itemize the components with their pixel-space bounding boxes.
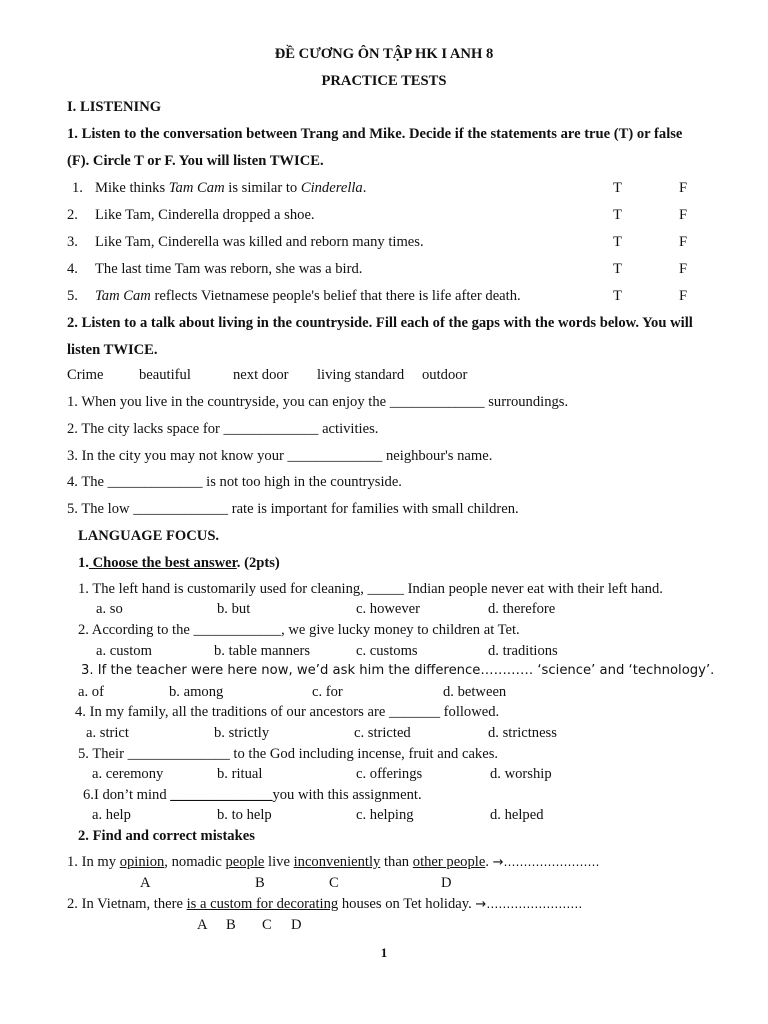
- tf-item-2-number: 2.: [67, 207, 78, 223]
- document-subtitle: PRACTICE TESTS: [321, 73, 447, 89]
- error-letter-c: C: [262, 917, 272, 933]
- mcq-q1-option-d[interactable]: d. therefore: [488, 601, 556, 617]
- tf-item-5-number: 5.: [67, 288, 78, 304]
- mcq-question-6: 6.I don’t mind ______________you with this assignment.: [83, 787, 422, 803]
- gap-fill-item: 4. The _____________ is not too high in the countryside.: [67, 474, 402, 490]
- tf-item-1-number: 1.: [72, 180, 83, 196]
- tf-item-2-true-option[interactable]: T: [613, 207, 622, 223]
- mcq-q2-option-d[interactable]: d. traditions: [488, 643, 558, 659]
- mcq-q5-option-a[interactable]: a. ceremony: [92, 766, 164, 782]
- error-correction-title: 2. Find and correct mistakes: [78, 828, 255, 844]
- mcq-q6-option-b[interactable]: b. to help: [217, 807, 272, 823]
- document-title: ĐỀ CƯƠNG ÔN TẬP HK I ANH 8: [274, 46, 494, 62]
- tf-item-1-true-option[interactable]: T: [613, 180, 622, 196]
- tf-item-3-statement: Like Tam, Cinderella was killed and reborn many times.: [95, 234, 424, 250]
- task2-instruction-line1: 2. Listen to a talk about living in the countryside. Fill each of the gaps with the words below. You will: [67, 315, 693, 331]
- gap-fill-item: 1. When you live in the countryside, you can enjoy the _____________ surroundings.: [67, 394, 569, 410]
- error-letter-d: D: [291, 917, 302, 933]
- mcq-q3-option-a[interactable]: a. of: [78, 684, 104, 700]
- word-bank-word: beautiful: [139, 367, 191, 383]
- tf-item-4-false-option[interactable]: F: [679, 261, 688, 277]
- mcq-q3-option-c[interactable]: c. for: [312, 684, 343, 700]
- task1-instruction-line2: (F). Circle T or F. You will listen TWICE.: [67, 153, 324, 169]
- mcq-question-4: 4. In my family, all the traditions of our ancestors are _______ followed.: [75, 704, 500, 720]
- mcq-q5-option-c[interactable]: c. offerings: [356, 766, 423, 782]
- error-letter-a: A: [140, 875, 151, 891]
- error-letter-b: B: [255, 875, 265, 891]
- mcq-q5-option-b[interactable]: b. ritual: [217, 766, 263, 782]
- tf-item-4-number: 4.: [67, 261, 78, 277]
- gap-fill-item: 2. The city lacks space for _____________ activities.: [67, 421, 379, 437]
- mcq-q4-option-d[interactable]: d. strictness: [488, 725, 557, 741]
- mcq-q3-option-b[interactable]: b. among: [169, 684, 224, 700]
- mcq-q2-option-c[interactable]: c. customs: [356, 643, 418, 659]
- mcq-q6-option-c[interactable]: c. helping: [356, 807, 414, 823]
- mcq-q3-option-d[interactable]: d. between: [443, 684, 507, 700]
- mcq-q1-option-b[interactable]: b. but: [217, 601, 251, 617]
- listening-heading: I. LISTENING: [67, 99, 162, 115]
- task2-instruction-line2: listen TWICE.: [67, 342, 158, 358]
- error-letter-a: A: [197, 917, 208, 933]
- mcq-q4-option-b[interactable]: b. strictly: [214, 725, 270, 741]
- word-bank-word: next door: [233, 367, 289, 383]
- tf-item-5-statement: Tam Cam reflects Vietnamese people's belief that there is life after death.: [95, 288, 521, 304]
- tf-item-5-false-option[interactable]: F: [679, 288, 688, 304]
- mcq-section-title: 1. Choose the best answer. (2pts): [78, 555, 280, 571]
- mcq-q4-option-c[interactable]: c. stricted: [354, 725, 411, 741]
- page-number: 1: [380, 945, 388, 960]
- tf-item-1-statement: Mike thinks Tam Cam is similar to Cinderella.: [95, 180, 367, 196]
- mcq-question-5: 5. Their ______________ to the God including incense, fruit and cakes.: [78, 746, 499, 762]
- tf-item-1-false-option[interactable]: F: [679, 180, 688, 196]
- word-bank-word: outdoor: [422, 367, 468, 383]
- mcq-question-3: 3. If the teacher were here now, we’d ask him the difference………… ‘science’ and ‘technology’.: [81, 663, 715, 678]
- mcq-q6-option-a[interactable]: a. help: [92, 807, 131, 823]
- tf-item-3-false-option[interactable]: F: [679, 234, 688, 250]
- mcq-q2-option-a[interactable]: a. custom: [96, 643, 152, 659]
- tf-item-2-statement: Like Tam, Cinderella dropped a shoe.: [95, 207, 315, 223]
- error-letter-b: B: [226, 917, 236, 933]
- arrow-icon: →: [475, 897, 487, 912]
- error-sentence-2: 2. In Vietnam, there is a custom for decorating houses on Tet holiday. →……………………: [67, 896, 583, 912]
- arrow-icon: →: [492, 855, 504, 870]
- tf-item-3-number: 3.: [67, 234, 78, 250]
- mcq-q5-option-d[interactable]: d. worship: [490, 766, 552, 782]
- word-bank-word: living standard: [317, 367, 405, 383]
- mcq-q2-option-b[interactable]: b. table manners: [214, 643, 311, 659]
- tf-item-5-true-option[interactable]: T: [613, 288, 622, 304]
- tf-item-4-statement: The last time Tam was reborn, she was a bird.: [95, 261, 363, 277]
- tf-item-3-true-option[interactable]: T: [613, 234, 622, 250]
- word-bank-word: Crime: [67, 367, 104, 383]
- error-letter-d: D: [441, 875, 452, 891]
- gap-fill-item: 5. The low _____________ rate is important for families with small children.: [67, 501, 519, 517]
- task1-instruction-line1: 1. Listen to the conversation between Trang and Mike. Decide if the statements are true (T) or false: [67, 126, 683, 142]
- error-letter-c: C: [329, 875, 339, 891]
- gap-fill-item: 3. In the city you may not know your _____________ neighbour's name.: [67, 448, 493, 464]
- mcq-question-2: 2. According to the ____________, we give lucky money to children at Tet.: [78, 622, 520, 638]
- mcq-q1-option-a[interactable]: a. so: [96, 601, 123, 617]
- mcq-q6-option-d[interactable]: d. helped: [490, 807, 544, 823]
- mcq-q1-option-c[interactable]: c. however: [356, 601, 421, 617]
- error-sentence-1: 1. In my opinion, nomadic people live inconveniently than other people. →……………………: [67, 854, 600, 870]
- tf-item-4-true-option[interactable]: T: [613, 261, 622, 277]
- tf-item-2-false-option[interactable]: F: [679, 207, 688, 223]
- mcq-question-1: 1. The left hand is customarily used for cleaning, _____ Indian people never eat with their left hand.: [78, 581, 663, 597]
- language-focus-heading: LANGUAGE FOCUS.: [78, 528, 220, 544]
- mcq-q4-option-a[interactable]: a. strict: [86, 725, 129, 741]
